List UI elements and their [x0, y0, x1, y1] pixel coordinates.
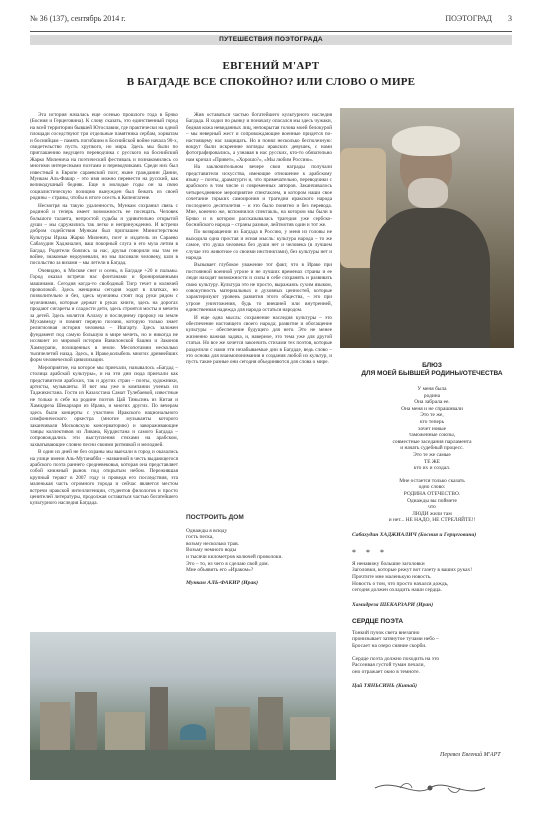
photo-building-shape	[150, 687, 168, 752]
poem-line: кто их и создал.	[413, 465, 451, 472]
poem-line: Рассеивая густой туман печали,	[352, 662, 425, 669]
photo-body-shape	[370, 208, 490, 348]
poem-line: Сердце поэта должно походить на это	[352, 655, 440, 662]
poem-line: Возьму немного воды	[186, 547, 237, 554]
section-name: ПОЭТОГРАД	[445, 14, 492, 23]
poem-signature: Хамидреза ШЕКАРЗАРИ (Иран)	[352, 601, 434, 608]
poem-separator: * * *	[352, 547, 388, 557]
poem-line: Она меня и не спрашивали	[401, 405, 463, 412]
poem-body	[352, 630, 512, 676]
poem-line: сегодня должен охладить наши сердца.	[352, 587, 442, 594]
photo-beard-shape	[408, 178, 448, 208]
poem-signature: Сабахудин ХАДЖИАЛИЧ (Босния и Герцеговина)	[352, 531, 477, 538]
poem-line: кто теперь	[419, 418, 445, 425]
photo-building-shape	[258, 697, 283, 752]
photo-mosque-dome	[180, 724, 206, 740]
poem-line: Это те же самые	[413, 451, 451, 458]
article-column-2	[186, 112, 332, 512]
poem-line: Мне объявить его «Ираком»?	[186, 567, 254, 574]
paragraph: Жив оставаться частью богатейшего культурного наследия Багдада. Я ходил по рынку и поначалу опасался мы здесь чужаки, бедная кожа невиданных лиц, непокрытая голова моей белокурой – мы неверный жест и сопровождающие военные придется по-настоящему нас защищать. Но я понял несколько бесполезную: вокруг были искренние взгляды иракских девушек, с нами фотографировались, а узнавая в нас русских, кто-то обязательно нам кричал «Привет», «Хорошо?», «Мы любим Россию».	[186, 112, 332, 163]
poem-line: Это те же,	[420, 412, 444, 419]
poem-line: оно отражает окно в темноте.	[352, 668, 420, 675]
header-rule	[30, 31, 512, 32]
poem-line: и тысячи километров колючей проволоки.	[186, 553, 283, 560]
poem-line: пронизывает затянутое тучами небо –	[352, 636, 439, 643]
poem-title-line: БЛЮЗ	[422, 362, 442, 369]
photo-baghdad-city	[30, 632, 336, 780]
page-number: 3	[508, 14, 512, 23]
poem-line: Прочтите мне маленькую новость.	[352, 574, 432, 581]
poem-line: Мне остается только сказать	[399, 477, 465, 484]
article-column-1	[30, 112, 178, 622]
poem-title: СЕРДЦЕ ПОЭТА	[352, 617, 404, 625]
photo-building-shape	[105, 712, 145, 752]
poem-line: РОДИНА ОТЕЧЕСТВО.	[403, 490, 461, 497]
poem-line: возьму несколько трав.	[186, 540, 239, 547]
poem-line: ТЕ ЖЕ	[423, 458, 441, 465]
paragraph: Вызывает глубокое уважение тот факт, что в Ираке при постоянной военной угрозе и не лучших временах страны и ее люди находят возможности и силы в себе сохранять и развивать свою культуру. Культура это не просто, выражаясь сухим языком, совокупность материальных и духовных ценностей, которые характеризуют уровень развития этого общества, – это при угрозе уничтожения, будь то внешней или внутренней, единственная надежда для народа остаться народом.	[186, 262, 332, 314]
article-author: ЕВГЕНИЙ М'АРТ	[222, 60, 320, 72]
poem-line: и нет... НЕ НАДО, НЕ СТРЕЛЯЙТЕ!!	[388, 517, 476, 524]
poem-title	[352, 362, 512, 378]
paragraph: В один из дней не без охраны мы выехали в город и оказались на улице имени Аль-Мутанабби – названной в честь выдающегося арабского поэта раннего средневековья, которая она представляет собой книжный рынок под открытым небом. Пережившая крупный теракт в 2007 году и проведя его последствия, эта маленькая часть огромного города и сейчас является местом встречи иракской интеллигенции, студентов филологов и просто ценителей литературы, продолжая оставаться частью богатейшего культурного наследия Багдада.	[30, 449, 178, 507]
photo-building-shape	[290, 717, 330, 752]
page-header	[30, 14, 512, 26]
poem-line: одно слово:	[418, 484, 446, 491]
poem-title-line: ДЛЯ МОЕЙ БЫВШЕЙ РОДИНЫ/ОТЕЧЕСТВА	[361, 370, 503, 377]
poem-line: Однажды вы поймете	[407, 497, 457, 504]
poem-line: Бросает на озеро сияние скорби.	[352, 643, 427, 650]
poem-line: таможенные союзы,	[408, 432, 456, 439]
poem-line: У меня была	[417, 386, 447, 392]
photo-river-shape	[30, 750, 336, 780]
poem-line: Она забрала ее.	[414, 399, 450, 406]
paragraph: И еще одна мысль: сохранение наследия культуры – это обеспечение настоящего своего народа; развитие и обогащение культуры – обеспечение будущего для него. Это не менее жизненно важная задача, и, наверное, это тема уже для другой статьи. Но все же хочется закончить стихами тех поэтов, которые разделили с нами эти незабываемые дни в Багдаде, ведь слово – это основа для взаимопонимания и создания любой из культур, и пусть такие разные они сегодня объединяются для слова о мире.	[186, 314, 332, 366]
poem-body	[352, 561, 512, 594]
poem-line: Заголовки, которые режут вот газету в ваших руках!	[352, 567, 473, 574]
translator-credit: Перевел Евгений М'АРТ	[440, 752, 501, 758]
poem-line: хочет новые	[418, 425, 446, 432]
poem-signature: Мункам АЛЬ-ФАКИР (Ирак)	[186, 579, 258, 586]
photo-building-shape	[75, 692, 97, 752]
paragraph: Несмотря на такую удаленность, Мункам сохранил связь с родиной и теперь имеет возможность ее посещать. Человек большого таланта, непростой судьбы и удивительно открытой души – мы сдружились так легко и непринужденно. И встречи добром содействия Мункам был приглашен Министерством Культуры Ирака Жарко Миленич, поэт и издатель из Сараево Сабахудин Хаджиалич, ваш покорный слуга и его муза летим в Багдад. Родители боялись за нас, друзья говорили мы там не войне, знакомые недоумевали, но мы пасовали человеку, шли в посольство за визами – мы летели в Багдад.	[30, 202, 178, 267]
article-title-block	[30, 60, 512, 89]
issue-info: № 36 (137), сентябрь 2014 г.	[30, 14, 126, 23]
poem-line: Я ненавижу большие заголовки	[352, 560, 425, 567]
photo-building-shape	[215, 707, 250, 752]
poem-line: Это – то, из чего я сделаю свой дом.	[186, 560, 269, 567]
paragraph: Очевидно, в Москве снег и осень, в Багдаде +20 и пальмы. Город оказал встречи нас фонтанами и бронированными машинами. Сегодня когда-то свободный Тигр течет в колючей проволокой. Здесь женщины сегодня ходят в платках, но позволительно и без, здесь мужчины стоят под руки рядом с мужчинами, которые держат в руках книги, здесь на дорогах продают сигареты и сладости дети, здесь строятся мосты и мечети за детей. Здесь молятся Аллаху и последнему пророку на земле Мухаммеду и помнят первую поэзию, которую только знает религиозная история человека – Ишгарту. Здесь заложен фундамент под самую большую в мире мечеть, но и никогда не иссякнет из мировой истории Вавилонской башни и Законов Хаммурапи, похищенных в земле. Месопотамии несколько тысячелетий назад. Здесь, в Ираке,колыбель многих древнейших форм человеческой цивилизации.	[30, 267, 178, 364]
poem-line: Однажды я всюду	[186, 527, 228, 534]
photo-building-shape	[40, 702, 70, 752]
article-title: В БАГДАДЕ ВСЕ СПОКОЙНО? ИЛИ СЛОВО О МИРЕ	[126, 76, 416, 88]
poem-line: и начать судебный процесс.	[400, 445, 464, 452]
ornament-flourish	[370, 778, 490, 798]
photo-turban-shape	[392, 126, 460, 156]
poems-right-column	[352, 362, 512, 689]
paragraph: По возвращении из Багдада в Россию, у меня из головы не выходила одна простая и ясная мысль: культура народа – то же самое, что душа человека без души нет и человека (в лучшем случае это животное со своими инстинктами), без культуры нет и народа.	[186, 229, 332, 261]
paragraph: Мероприятие, на которое мы приехали, называлось «Багдад – столица арабской культуры», и на эти дни сюда приехали как представители арабских, так и других стран – поэты, художники, артисты, музыканты. И вот мы уже в компании ученых из Таджикистана. Гости из Казахстана Самат Тулебаевой, известные не только в себе на родине поэтов Цай Тяньсинь из Китая и Хамидреза Шекарзари из Ирана, и многих других. По вечерам здесь были концерты с участием Иракского национального симфонического оркестра (многие музыканты которого заканчивали Московскую консерваторию) и завораживающие танцы коллективов из Ливана, Курдистана и самого Багдада – сопровождались эти выступления стихами на арабском, захватывающие словно песни своими ритмикой и мелодией.	[30, 364, 178, 448]
poem-line: Новость о том, что просто начался дождь,	[352, 580, 449, 587]
photo-bearded-man	[340, 108, 514, 348]
poem-build-house	[186, 515, 332, 586]
poem-line: что	[428, 504, 436, 511]
poem-line: совместные заседания парламента	[392, 438, 472, 445]
rubric-banner: ПУТЕШЕСТВИЯ ПОЭТОГРАДА	[30, 35, 512, 45]
poem-line: Тонкий пучок света внезапно	[352, 629, 420, 636]
poem-line: родина	[423, 392, 441, 399]
poem-signature: Цай ТЯНЬСИНЬ (Китай)	[352, 683, 417, 690]
poem-body	[352, 386, 512, 524]
paragraph: На заключительном вечере свои награды получали представители искусства, имеющие отношение к арабскому языку – поэты, драматурги и, что примечательно, переводчики с арабского в том числе и современных авторов. Заканчивалось четырехдневное мероприятие спектаклем, в котором наши свое сочетание горьких самоирония и трагедии иракского народа последнего десятилетия – и это было понятно и без перевода. Мне, конечно же, вспомнился спектакль, на котором мы были в Брчко и в котором рассказывалась трагедия уже сербско-боснийского народа – страны разные, лейтмотив один и тот же.	[186, 164, 332, 228]
poem-line: ЛЮДИ жили там	[412, 510, 452, 517]
paragraph: Эта история началась еще осенью прошлого года в Брчко (Босния и Герцеговина). К слову сказать, это единственный город на всей территории бывшей Югославии, где практически на одной площади соседствуют три отдельные памятника сербам, хорватам и боснийцам – память погибшим в Боснийской войне начала 90-х, свидетельство пусть хрупкого, но мира. Здесь мы были по приглашению ведущего переводчика с русского на боснийский Жарко Миленича на поэтический фестиваль и познакомились со многими интересными поэтами и переводчиками. Среди них был известный в Европе сараевский поэт, ныне гражданин Дании, Мункам Аль-Факир – это имя можно перевести на русский, как великодушный бедняк. Еще в молодые годы он за свою социалистическую позицию вынужден был бежать из своей родины – страны, чтобы в итоге осесть в Копенгагене.	[30, 112, 178, 202]
poem-title: ПОСТРОИТЬ ДОМ	[186, 514, 244, 521]
poem-line: гость песка,	[186, 534, 214, 541]
